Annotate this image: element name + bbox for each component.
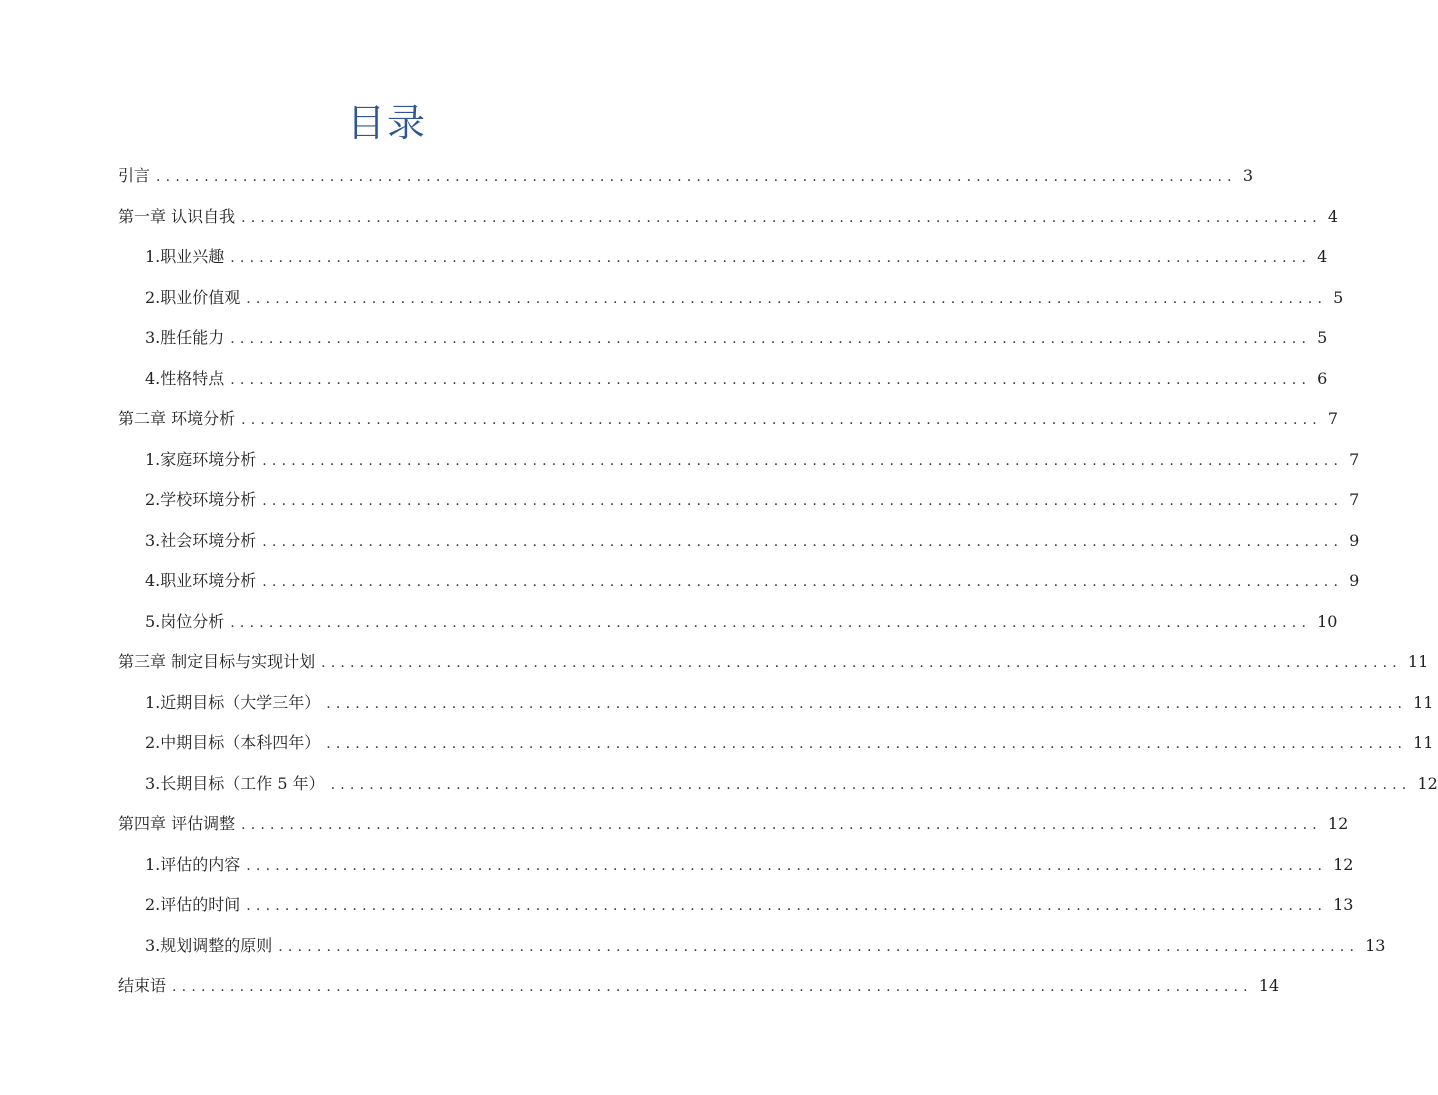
dot-leader: ................................................................................................................ bbox=[241, 412, 1322, 428]
toc-entry[interactable] bbox=[118, 606, 1338, 647]
toc-page-number: 9 bbox=[1349, 530, 1360, 550]
dot-leader: ................................................................................................................ bbox=[241, 209, 1322, 226]
dot-leader: ................................................................................................................ bbox=[230, 371, 1312, 388]
toc-entry-label: 结束语 bbox=[118, 976, 167, 995]
toc-entry[interactable] bbox=[118, 282, 1344, 323]
dot-leader: ................................................................................................................ bbox=[230, 331, 1312, 347]
dot-leader: ................................................................................................................ bbox=[321, 655, 1402, 671]
toc-entry[interactable] bbox=[118, 525, 1360, 566]
toc-entry-label: 1.职业兴趣 bbox=[145, 247, 225, 266]
toc-entry[interactable] bbox=[118, 322, 1328, 363]
dot-leader: ................................................................................................................ bbox=[262, 574, 1344, 590]
toc-page-number: 7 bbox=[1349, 449, 1360, 469]
toc-page-number: 12 bbox=[1333, 854, 1354, 874]
toc-entry-label: 2.评估的时间 bbox=[145, 895, 241, 914]
dot-leader: ................................................................................................................ bbox=[278, 938, 1360, 955]
dot-leader: ................................................................................................................ bbox=[172, 979, 1253, 995]
toc-page-number: 12 bbox=[1327, 814, 1349, 833]
dot-leader: ................................................................................................................ bbox=[326, 695, 1408, 712]
toc-entry[interactable] bbox=[118, 849, 1354, 890]
toc-entry[interactable] bbox=[118, 970, 1280, 1011]
toc-entry[interactable] bbox=[118, 241, 1328, 282]
toc-entry[interactable] bbox=[118, 363, 1328, 404]
toc-entry[interactable] bbox=[118, 565, 1360, 606]
toc-page-number: 9 bbox=[1349, 571, 1360, 590]
toc-entry[interactable] bbox=[118, 930, 1386, 971]
page-title: 目录 bbox=[346, 101, 427, 145]
dot-leader: ................................................................................................................ bbox=[262, 533, 1344, 550]
dot-leader: ................................................................................................................ bbox=[246, 857, 1328, 874]
toc-entry-label: 3.社会环境分析 bbox=[145, 530, 257, 550]
toc-page-number: 13 bbox=[1333, 895, 1354, 914]
dot-leader: ................................................................................................................ bbox=[262, 452, 1344, 469]
toc-page-number: 5 bbox=[1317, 328, 1328, 347]
toc-entry[interactable] bbox=[118, 484, 1360, 525]
toc-entry-label: 第三章 制定目标与实现计划 bbox=[118, 652, 316, 671]
toc-page-number: 4 bbox=[1327, 206, 1339, 226]
toc-entry[interactable] bbox=[118, 646, 1429, 687]
toc-entry-label: 引言 bbox=[118, 166, 151, 185]
dot-leader: ................................................................................................................ bbox=[246, 898, 1328, 914]
toc-page-number: 7 bbox=[1327, 409, 1339, 428]
toc-entry[interactable] bbox=[118, 889, 1354, 930]
toc-entry-label: 3.规划调整的原则 bbox=[145, 935, 273, 955]
toc-page-number: 7 bbox=[1349, 490, 1360, 509]
toc-entry-label: 第二章 环境分析 bbox=[118, 409, 236, 428]
dot-leader: ................................................................................................................ bbox=[326, 736, 1408, 752]
toc-entry[interactable] bbox=[118, 727, 1434, 768]
toc-page-number: 5 bbox=[1333, 287, 1344, 307]
dot-leader: ................................................................................................................ bbox=[156, 169, 1237, 185]
toc-page-number: 6 bbox=[1317, 368, 1328, 388]
toc-page-number: 11 bbox=[1413, 733, 1434, 752]
toc-page-number: 11 bbox=[1413, 692, 1434, 712]
toc-entry-label: 2.中期目标（本科四年） bbox=[145, 733, 321, 752]
dot-leader: ................................................................................................................ bbox=[230, 614, 1312, 631]
toc-entry[interactable] bbox=[118, 444, 1360, 485]
toc-entry-label: 5.岗位分析 bbox=[145, 611, 225, 631]
toc-page-number: 12 bbox=[1417, 773, 1438, 793]
toc-entry-label: 3.长期目标（工作 5 年） bbox=[145, 773, 325, 793]
toc-entry[interactable] bbox=[118, 160, 1254, 201]
toc-entry-label: 4.职业环境分析 bbox=[145, 571, 257, 590]
toc-entry-label: 第一章 认识自我 bbox=[118, 206, 236, 226]
toc-entry-label: 3.胜任能力 bbox=[145, 328, 225, 347]
toc-entry-label: 1.近期目标（大学三年） bbox=[145, 692, 321, 712]
toc-entry-label: 2.学校环境分析 bbox=[145, 490, 257, 509]
toc-entry-label: 1.评估的内容 bbox=[145, 854, 241, 874]
table-of-contents bbox=[118, 160, 1438, 1011]
dot-leader: ................................................................................................................ bbox=[246, 290, 1328, 307]
dot-leader: ................................................................................................................ bbox=[262, 493, 1344, 509]
toc-entry-label: 1.家庭环境分析 bbox=[145, 449, 257, 469]
toc-page-number: 3 bbox=[1242, 166, 1254, 185]
toc-entry-label: 第四章 评估调整 bbox=[118, 814, 236, 833]
toc-entry[interactable] bbox=[118, 808, 1349, 849]
dot-leader: ................................................................................................................ bbox=[330, 776, 1412, 793]
toc-entry[interactable] bbox=[118, 201, 1339, 242]
toc-page-number: 13 bbox=[1365, 935, 1386, 955]
toc-page-number: 10 bbox=[1317, 611, 1338, 631]
toc-entry-label: 4.性格特点 bbox=[145, 368, 225, 388]
toc-page-number: 4 bbox=[1317, 247, 1328, 266]
toc-page-number: 11 bbox=[1407, 652, 1429, 671]
toc-entry-label: 2.职业价值观 bbox=[145, 287, 241, 307]
toc-entry[interactable] bbox=[118, 687, 1434, 728]
toc-page-number: 14 bbox=[1258, 976, 1280, 995]
dot-leader: ................................................................................................................ bbox=[230, 250, 1312, 266]
dot-leader: ................................................................................................................ bbox=[241, 817, 1322, 833]
toc-entry[interactable] bbox=[118, 403, 1339, 444]
toc-entry[interactable] bbox=[118, 768, 1438, 809]
